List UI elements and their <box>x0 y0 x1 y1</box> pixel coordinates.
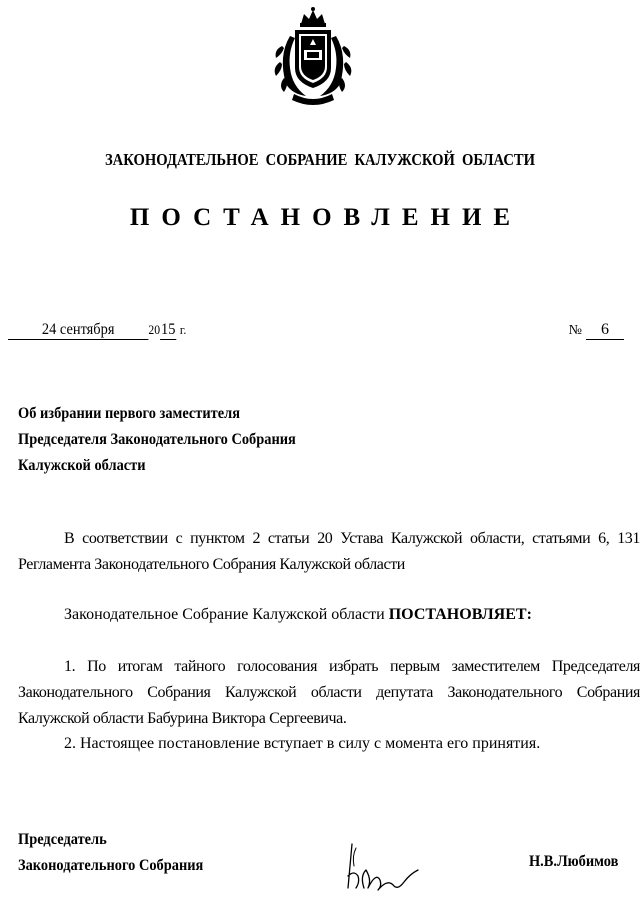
date-year-suffix: 15 <box>161 321 176 338</box>
number-value: 6 <box>586 321 624 340</box>
resolves-prefix: Законодательное Собрание Калужской области <box>64 606 385 623</box>
document-number <box>569 321 624 340</box>
date-year-prefix: 20 <box>148 322 161 337</box>
number-label: № <box>568 323 582 338</box>
coat-of-arms-icon <box>268 6 358 108</box>
subject-line: Об избрании первого заместителя <box>18 405 241 422</box>
basis-paragraph: В соответствии с пунктом 2 статьи 20 Устава Калужской области, статьями 6, 131 Регламента Законодательного Собрания Калужской области <box>18 530 640 573</box>
document-date <box>8 321 186 340</box>
document-type-heading: ПОСТАНОВЛЕНИЕ <box>129 204 523 231</box>
signatory-title <box>18 827 203 879</box>
signatory-name: Н.В.Любимов <box>528 853 618 870</box>
signatory-title-line: Законодательного Собрания <box>18 857 204 874</box>
resolves-keyword: ПОСТАНОВЛЯЕТ: <box>388 606 532 623</box>
date-year-abbr: г. <box>179 322 187 337</box>
resolves-paragraph <box>18 602 640 628</box>
item-1-paragraph: 1. По итогам тайного голосования избрать первым заместителем Председателя Законодательного Собрания Калужской области депутата Законодательного Собрания Калужской области Бабурина Виктора Сергеевича. <box>18 658 640 727</box>
item-2-paragraph: 2. Настоящее постановление вступает в силу с момента его принятия. <box>64 735 541 752</box>
subject-line: Калужской области <box>18 457 146 474</box>
signatory-title-line: Председатель <box>18 831 107 848</box>
organization-title: ЗАКОНОДАТЕЛЬНОЕ СОБРАНИЕ КАЛУЖСКОЙ ОБЛАСТИ <box>104 150 536 169</box>
document-subject <box>18 401 296 479</box>
subject-line: Председателя Законодательного Собрания <box>18 431 296 448</box>
date-day-month: 24 сентября <box>8 321 148 340</box>
handwritten-signature-icon <box>338 836 424 896</box>
